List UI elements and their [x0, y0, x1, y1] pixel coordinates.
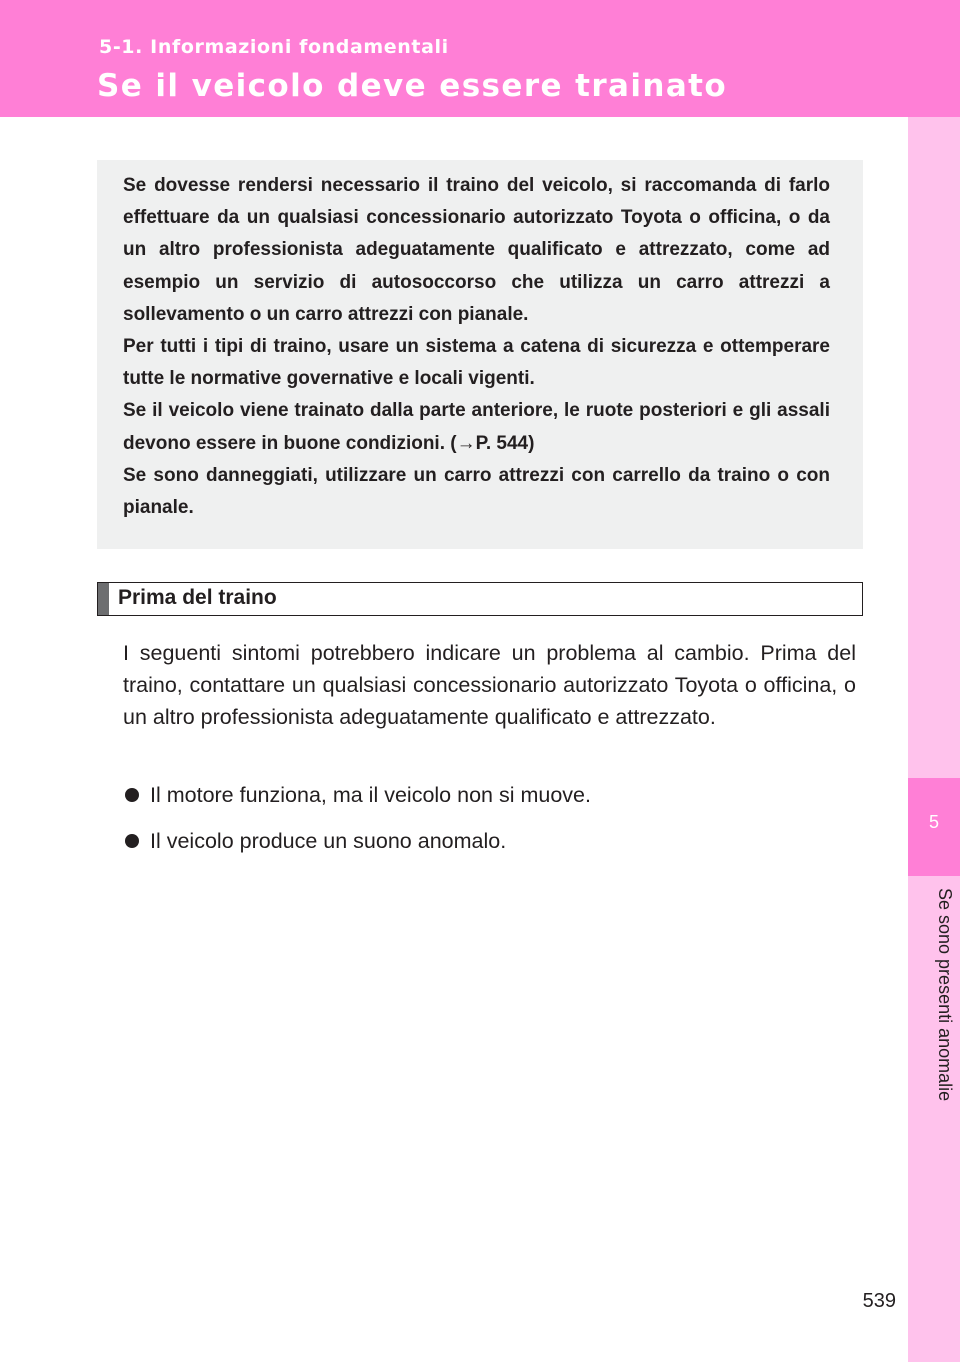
section-label: 5-1. Informazioni fondamentali — [99, 36, 449, 58]
notice-paragraph: Se sono danneggiati, utilizzare un carro attrezzi con carrello da traino o con pianale. — [123, 464, 830, 519]
subsection-marker — [98, 583, 109, 615]
bullet-dot-icon — [125, 834, 139, 848]
notice-text — [123, 170, 830, 524]
chapter-side-strip — [908, 117, 960, 1362]
subsection-header — [97, 582, 863, 616]
page-title: Se il veicolo deve essere trainato — [97, 68, 728, 104]
page-number: 539 — [862, 1290, 896, 1312]
chapter-title: Se sono presenti anomalie — [935, 888, 955, 1102]
intro-paragraph: I seguenti sintomi potrebbero indicare un problema al cambio. Prima del traino, contattare un qualsiasi concessionario autorizzato Toyota o officina, o un altro professionista adeguatamente qualificato e attrezzato. — [123, 641, 856, 729]
notice-paragraph: Per tutti i tipi di traino, usare un sistema a catena di sicurezza e ottemperare tutte le normative governative e locali vigenti. — [123, 336, 830, 390]
bullet-dot-icon — [125, 788, 139, 802]
list-item-text: Il motore funziona, ma il veicolo non si muove. — [150, 783, 591, 807]
notice-paragraph: Se dovesse rendersi necessario il traino del veicolo, si raccomanda di farlo effettuare da un qualsiasi concessionario autorizzato Toyota o officina, o da un altro professionista adeguatamente qualificato e attrezzato, come ad esempio un servizio di autosoccorso che utilizza un carro attrezzi a sollevamento o un carro attrezzi con pianale. — [123, 175, 830, 325]
subsection-title: Prima del traino — [118, 586, 277, 609]
list-item-text: Il veicolo produce un suono anomalo. — [150, 829, 507, 853]
chapter-number: 5 — [928, 812, 939, 832]
notice-paragraph: Se il veicolo viene trainato dalla parte anteriore, le ruote posteriori e gli assali devono essere in buone condizioni. (→P. 544) — [123, 400, 830, 454]
notice-box — [97, 160, 863, 549]
